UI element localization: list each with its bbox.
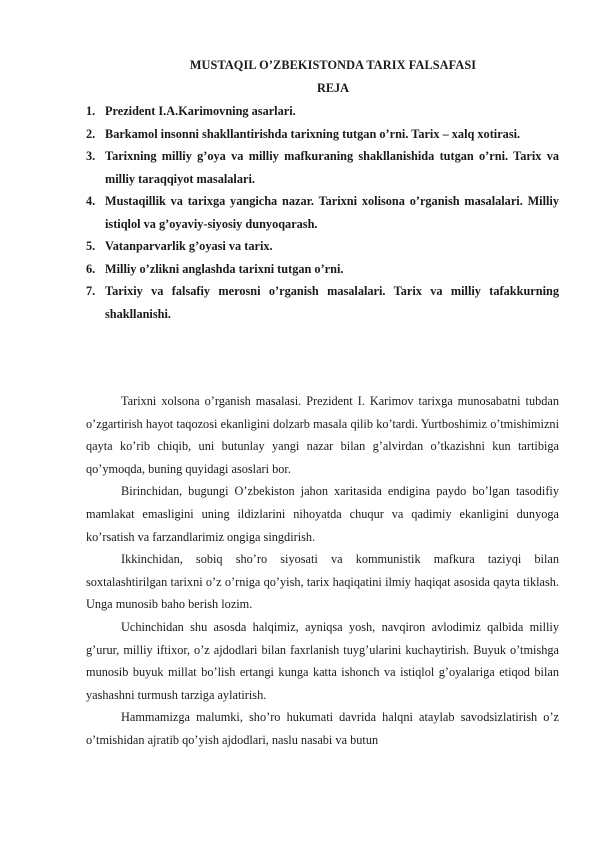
document-title: MUSTAQIL O’ZBEKISTONDA TARIX FALSAFASI — [189, 58, 477, 72]
plan-item-text: Vatanparvarlik g’oyasi va tarix. — [105, 239, 273, 253]
plan-item-text: Barkamol insonni shakllantirishda tarixning tutgan o’rni. Tarix – xalq xotirasi. — [105, 126, 521, 141]
plan-item-text: Mustaqillik va tarixga yangicha nazar. Tarixni xolisona o’rganish masalalari. Milliy istiqlol va g’oyaviy-siyosiy dunyoqarash. — [105, 194, 559, 231]
plan-item — [86, 280, 559, 325]
plan-item-number: 3. — [86, 149, 96, 163]
body-paragraph: Hammamizga malumki, sho’ro hukumati davrida halqni ataylab savodsizlatirish o’z o’tmishidan ajratib qo’yish ajdodlari, naslu nasabi va butun — [86, 710, 559, 747]
plan-item-number: 2. — [86, 126, 96, 141]
plan-item — [86, 235, 559, 258]
plan-item — [86, 190, 559, 235]
plan-item-text: Milliy o’zlikni anglashda tarixni tutgan o’rni. — [105, 261, 344, 276]
body-paragraph: Birinchidan, bugungi O’zbekiston jahon xaritasida endigina paydo bo’lgan tasodifiy mamlakat emasligini uning ildizlarini nihoyatda chuqur va qadimiy ekanligini dunyoga ko’rsatish va farzandlarimiz ongiga singdirish. — [86, 484, 559, 544]
plan-item — [86, 123, 559, 146]
plan-item-number: 5. — [86, 239, 96, 253]
plan-item-number: 6. — [86, 261, 96, 276]
plan-item-number: 4. — [86, 194, 96, 208]
body-paragraph: Ikkinchidan, sobiq sho’ro siyosati va kommunistik mafkura taziyqi bilan soxtalashtirilgan tarixni o’z o’rniga qo’yish, tarix haqiqatini ilmiy haqiqat asosida qayta tiklash. Unga munosib baho berish lozim. — [86, 552, 559, 612]
plan-heading: REJA — [316, 81, 350, 95]
plan-item-text: Prezident I.A.Karimovning asarlari. — [105, 104, 296, 118]
document-body — [86, 390, 559, 752]
plan-item — [86, 145, 559, 190]
body-paragraph: Tarixni xolsona o’rganish masalasi. Prezident I. Karimov tarixga munosabatni tubdan o’zgartirish hayot taqozosi ekanligini dolzarb masala qilib ko’tardi. Yurtboshimiz o’tmishimizni qayta ko’rib chiqib, uni butunlay yangi nazar bilan g’alvirdan o’tkazishni kun tartibiga qo’ymoqda, buning quyidagi asoslari bor. — [86, 394, 559, 476]
plan-item-text: Tarixning milliy g’oya va milliy mafkuraning shakllanishida tutgan o’rni. Tarix va milliy taraqqiyot masalalari. — [105, 149, 559, 186]
plan-item — [86, 100, 559, 123]
plan-item-number: 7. — [86, 284, 96, 298]
body-paragraph: Uchinchidan shu asosda halqimiz, ayniqsa yosh, navqiron avlodimiz qalbida milliy g’urur, milliy iftixor, o’z ajdodlari bilan faxrlanish tuyg’ularini kuchaytirish. Buyuk o’tmishga munosib buyuk millat bo’lish ertangi kunga katta ishonch va istiqlol g’oyalariga etiqod bilan yashashni turmush tarziga aylatirish. — [86, 619, 559, 702]
plan-item — [86, 258, 559, 281]
plan-item-text: Tarixiy va falsafiy merosni o’rganish masalalari. Tarix va milliy tafakkurning shakllanishi. — [105, 284, 559, 321]
plan-item-number: 1. — [86, 104, 96, 118]
plan-list — [86, 100, 559, 325]
